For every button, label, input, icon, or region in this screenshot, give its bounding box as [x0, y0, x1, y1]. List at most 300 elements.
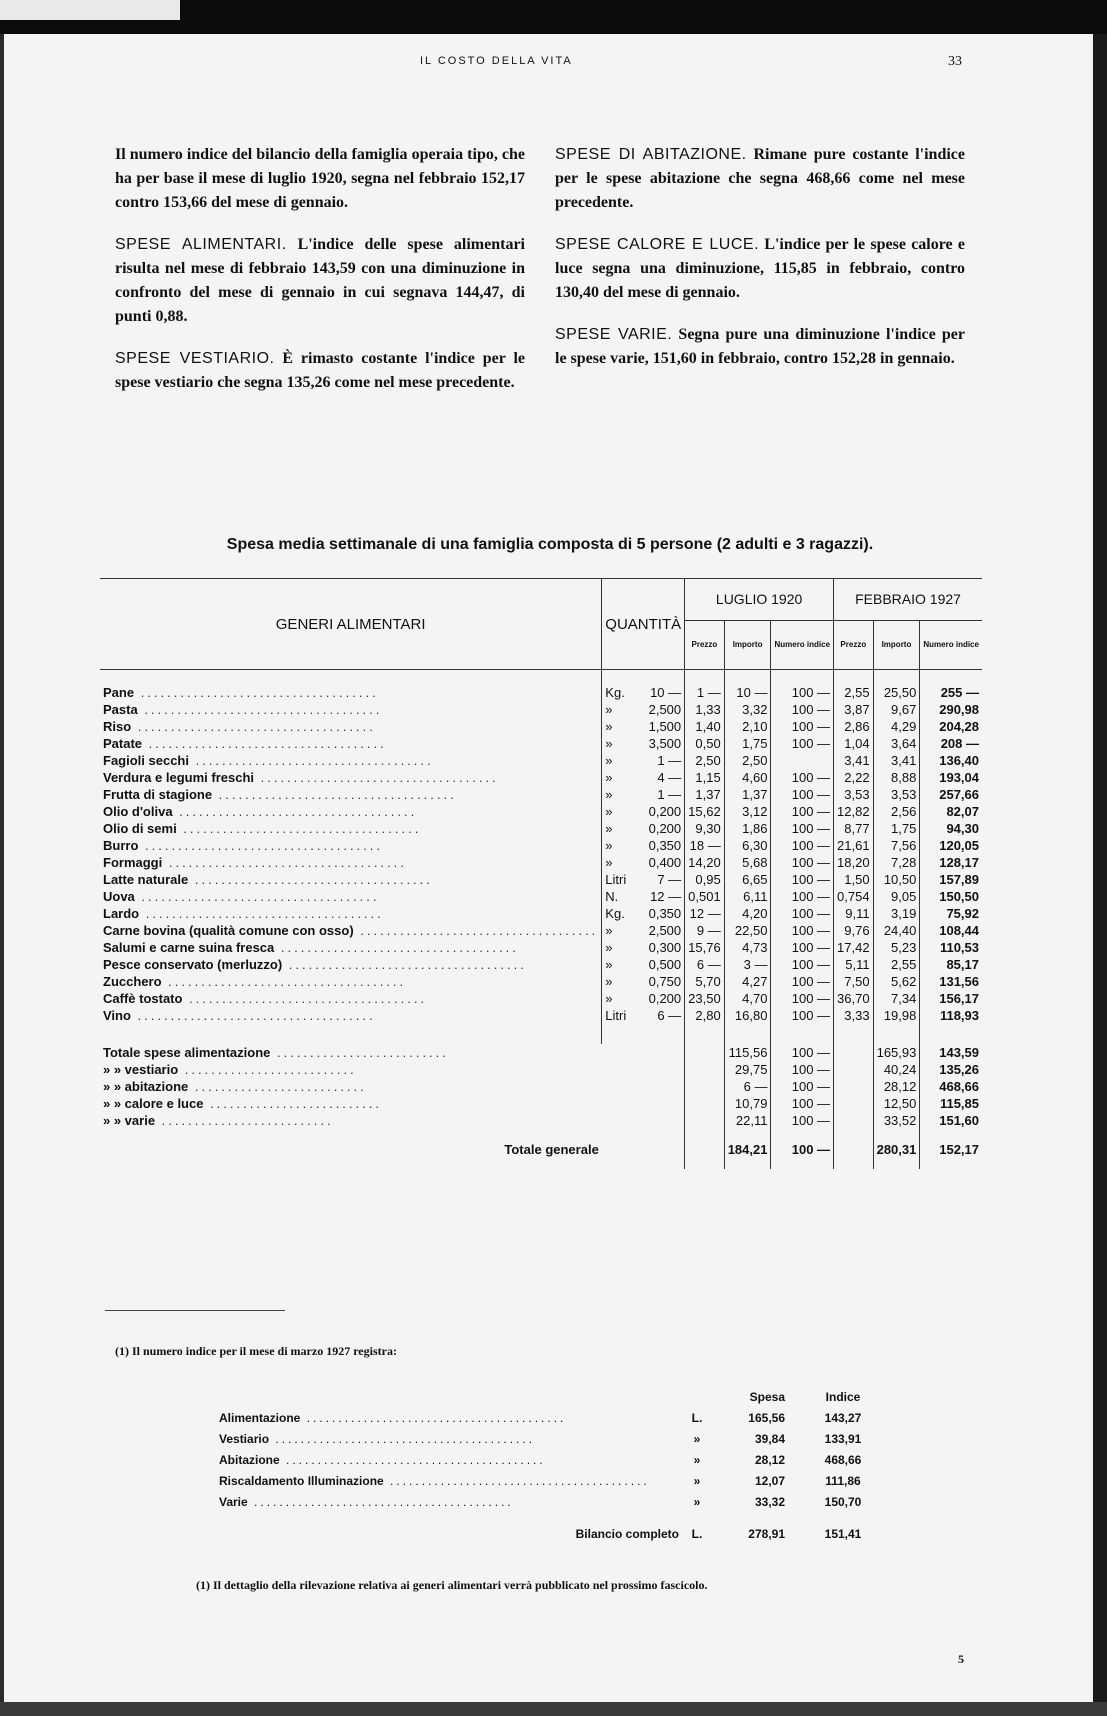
totals-name: Totale spese alimentazione [103, 1045, 271, 1060]
cell-empty [602, 1024, 636, 1044]
item-quantity: 3,500 [648, 736, 682, 751]
cell-empty [834, 1044, 874, 1061]
item-indice-1: 100 — [771, 888, 834, 905]
item-indice-2: 257,66 [920, 786, 982, 803]
item-name: Burro [103, 838, 139, 853]
item-quantity: 1 — [657, 753, 682, 768]
item-indice-1: 100 — [771, 837, 834, 854]
item-indice-1: 100 — [771, 786, 834, 803]
cell-empty [100, 1024, 602, 1044]
item-prezzo-2: 3,87 [834, 701, 874, 718]
intro-text: Il numero indice del bilancio della famiglia operaia tipo, che ha per base il mese di luglio 1920, segna nel febbraio 152,17 contro 153,66 del mese di gennaio. [115, 146, 525, 211]
table-row [100, 871, 982, 888]
table-row [100, 888, 982, 905]
leader-dots: .................................... [254, 770, 499, 785]
footnote-spesa: 165,56 [748, 1411, 785, 1425]
totals-name-cell [100, 1078, 602, 1095]
item-quantity: 2,500 [648, 923, 682, 938]
totals-row [100, 1112, 982, 1129]
leader-dots: .......................... [188, 1079, 367, 1094]
footnote-indice: 468,66 [824, 1453, 862, 1467]
header-period-1: LUGLIO 1920 [685, 579, 834, 621]
leader-dots: .................................... [137, 702, 383, 717]
cell-empty [215, 1387, 683, 1408]
spacer-row [100, 1024, 982, 1044]
item-name-cell [100, 820, 602, 837]
item-importo-1: 22,50 [724, 922, 771, 939]
cell-empty [635, 1078, 684, 1095]
table-row [100, 939, 982, 956]
item-prezzo-1: 1,15 [685, 769, 725, 786]
leader-dots: .................................... [142, 736, 387, 751]
totals-row [100, 1061, 982, 1078]
leader-dots: .......................... [155, 1113, 334, 1128]
totals-name-cell [100, 1044, 602, 1061]
spese-alimentari-paragraph [115, 233, 525, 329]
header-indice-2: Numero indice [920, 621, 982, 670]
item-indice-2: 193,04 [920, 769, 982, 786]
item-importo-2: 2,55 [873, 956, 920, 973]
footnote-row [215, 1471, 897, 1492]
item-prezzo-1: 9,30 [685, 820, 725, 837]
header-importo-1: Importo [724, 621, 771, 670]
intro-paragraph [115, 143, 525, 215]
item-prezzo-2: 9,11 [834, 905, 874, 922]
header-prezzo-2: Prezzo [834, 621, 874, 670]
leader-dots: .................................... [130, 1008, 376, 1023]
totals-importo-2: 165,93 [873, 1044, 920, 1061]
paragraph-text: Segna pure una diminuzione l'indice per le spese varie, 151,60 in febbraio, contro 152,28 in gennaio. [555, 326, 966, 367]
item-importo-2: 4,29 [873, 718, 920, 735]
item-importo-2: 25,50 [873, 670, 920, 702]
item-indice-2: 150,50 [920, 888, 982, 905]
item-prezzo-2: 2,86 [834, 718, 874, 735]
footnote-label-cell [215, 1429, 683, 1450]
cell-empty [635, 1112, 684, 1129]
item-prezzo-1: 0,501 [685, 888, 725, 905]
cell-empty [635, 1024, 684, 1044]
leader-dots: .................................... [188, 753, 434, 768]
item-importo-2: 2,56 [873, 803, 920, 820]
item-unit: » [602, 922, 636, 939]
signature-mark: 5 [958, 1652, 964, 1666]
item-indice-2: 120,05 [920, 837, 982, 854]
item-name-cell [100, 718, 602, 735]
item-name: Pane [103, 685, 135, 700]
item-name: Frutta di stagione [103, 787, 213, 802]
item-importo-2: 19,98 [873, 1007, 920, 1024]
item-indice-1: 100 — [771, 854, 834, 871]
leader-dots: .......................... [270, 1045, 449, 1060]
item-prezzo-2: 2,55 [834, 670, 874, 702]
grand-total-importo-1: 184,21 [724, 1129, 771, 1169]
item-name-cell [100, 1007, 602, 1024]
item-prezzo-2: 17,42 [834, 939, 874, 956]
table-title: Spesa media settimanale di una famiglia composta di 5 persone (2 adulti e 3 ragazzi). [226, 536, 874, 553]
footnote-header-indice: Indice [825, 1390, 861, 1404]
table-row [100, 837, 982, 854]
item-name-cell [100, 837, 602, 854]
item-unit: » [602, 990, 636, 1007]
totals-indice-2: 151,60 [920, 1112, 982, 1129]
table-row [100, 1007, 982, 1024]
scan-top-border [0, 0, 1107, 34]
item-unit: » [602, 701, 636, 718]
item-prezzo-2: 1,04 [834, 735, 874, 752]
item-quantity: 2,500 [648, 702, 682, 717]
item-indice-2: 156,17 [920, 990, 982, 1007]
footnote-total-spesa: 278,91 [748, 1527, 785, 1541]
spese-vestiario-paragraph [115, 347, 525, 395]
leader-dots: .......................... [178, 1062, 357, 1077]
totals-importo-1: 115,56 [724, 1044, 771, 1061]
item-unit: Kg. [602, 905, 636, 922]
cell-empty [635, 1061, 684, 1078]
cell-empty [602, 1095, 636, 1112]
cell-empty [724, 1024, 771, 1044]
cell-empty [602, 1078, 636, 1095]
header-generi: GENERI ALIMENTARI [100, 579, 602, 670]
item-name: Uova [103, 889, 135, 904]
cell-empty [635, 1095, 684, 1112]
item-quantity: 4 — [657, 770, 682, 785]
item-name: Lardo [103, 906, 140, 921]
item-unit: Kg. [602, 670, 636, 702]
item-unit: » [602, 803, 636, 820]
footnote-table-body [215, 1408, 897, 1513]
item-indice-1: 100 — [771, 905, 834, 922]
footnote-row [215, 1450, 897, 1471]
expense-table [100, 578, 982, 1169]
footnote-indice: 111,86 [825, 1474, 861, 1488]
table-row [100, 820, 982, 837]
header-importo-2: Importo [873, 621, 920, 670]
totals-importo-1: 10,79 [724, 1095, 771, 1112]
item-indice-2: 82,07 [920, 803, 982, 820]
leader-dots: .................................... [212, 787, 457, 802]
item-unit: » [602, 735, 636, 752]
item-name-cell [100, 854, 602, 871]
cell-empty [602, 1112, 636, 1129]
cell-empty [635, 1044, 684, 1061]
item-importo-2: 5,62 [873, 973, 920, 990]
item-importo-1: 4,73 [724, 939, 771, 956]
table-row [100, 905, 982, 922]
item-unit: Litri [602, 1007, 636, 1024]
section-label: SPESE ALIMENTARI. [115, 236, 287, 253]
totals-row [100, 1044, 982, 1061]
item-name: Pasta [103, 702, 138, 717]
leader-dots: ......................................... [269, 1432, 536, 1446]
totals-name: » » calore e luce [103, 1096, 204, 1111]
item-name-cell [100, 973, 602, 990]
item-quantity: 0,200 [648, 804, 682, 819]
footnote-indice: 143,27 [824, 1411, 862, 1425]
section-label: SPESE VARIE. [555, 326, 673, 343]
footnote-total-label: Bilancio completo [575, 1527, 679, 1541]
cell-empty [685, 1044, 725, 1061]
item-indice-1: 100 — [771, 871, 834, 888]
item-quantity: 0,200 [648, 821, 682, 836]
totals-row [100, 1078, 982, 1095]
item-unit: » [602, 854, 636, 871]
table-body-totals [100, 1024, 982, 1129]
item-importo-2: 7,34 [873, 990, 920, 1007]
item-unit: » [602, 939, 636, 956]
cell-empty [834, 1129, 874, 1169]
footnote-currency: » [693, 1495, 701, 1509]
item-indice-2: 131,56 [920, 973, 982, 990]
leader-dots: .................................... [161, 974, 407, 989]
totals-indice-1: 100 — [771, 1061, 834, 1078]
item-prezzo-1: 9 — [685, 922, 725, 939]
totals-importo-1: 22,11 [724, 1112, 771, 1129]
item-unit: » [602, 837, 636, 854]
item-unit: » [602, 820, 636, 837]
grand-total-label: Totale generale [504, 1141, 599, 1157]
item-quantity: 0,200 [648, 991, 682, 1006]
item-quantity: 0,300 [648, 940, 682, 955]
table-row [100, 718, 982, 735]
scan-bottom-border [0, 1702, 1107, 1716]
item-indice-2: 75,92 [920, 905, 982, 922]
leader-dots: .................................... [176, 821, 422, 836]
item-prezzo-1: 1,40 [685, 718, 725, 735]
leader-dots: .......................... [203, 1096, 382, 1111]
item-importo-2: 1,75 [873, 820, 920, 837]
cell-empty [685, 1061, 725, 1078]
grand-total-indice-1: 100 — [771, 1129, 834, 1169]
item-prezzo-2: 5,11 [834, 956, 874, 973]
item-importo-1: 1,75 [724, 735, 771, 752]
leader-dots: .................................... [139, 906, 384, 921]
item-name: Zucchero [103, 974, 162, 989]
item-name: Riso [103, 719, 132, 734]
item-prezzo-2: 21,61 [834, 837, 874, 854]
item-indice-2: 290,98 [920, 701, 982, 718]
table-row [100, 786, 982, 803]
table-row [100, 803, 982, 820]
item-prezzo-1: 12 — [685, 905, 725, 922]
footnote-label: Alimentazione [219, 1411, 301, 1425]
item-importo-1: 4,70 [724, 990, 771, 1007]
item-indice-1: 100 — [771, 956, 834, 973]
item-name-cell [100, 939, 602, 956]
footnote-note: (1) Il dettaglio della rilevazione relativa ai generi alimentari verrà pubblicato nel prossimo fascicolo. [196, 1578, 708, 1592]
item-importo-1: 16,80 [724, 1007, 771, 1024]
leader-dots: .................................... [134, 889, 380, 904]
footnote-intro: (1) Il numero indice per il mese di marzo 1927 registra: [115, 1344, 397, 1358]
footnote-row [215, 1408, 897, 1429]
footnote-spesa: 12,07 [754, 1474, 785, 1488]
item-indice-1: 100 — [771, 990, 834, 1007]
item-unit: » [602, 769, 636, 786]
item-importo-1: 5,68 [724, 854, 771, 871]
item-importo-1: 6,65 [724, 871, 771, 888]
leader-dots: .................................... [353, 923, 599, 938]
spese-abitazione-paragraph [555, 143, 965, 215]
item-prezzo-1: 1 — [685, 670, 725, 702]
spese-varie-paragraph [555, 323, 965, 371]
footnote-row [215, 1429, 897, 1450]
totals-indice-1: 100 — [771, 1112, 834, 1129]
item-quantity: 12 — [650, 889, 682, 904]
footnote-label: Vestiario [219, 1432, 270, 1446]
item-name: Vino [103, 1008, 131, 1023]
item-indice-2: 110,53 [920, 939, 982, 956]
leader-dots: .................................... [134, 685, 379, 700]
item-name-cell [100, 905, 602, 922]
item-name-cell [100, 670, 602, 702]
item-name-cell [100, 701, 602, 718]
item-indice-2: 128,17 [920, 854, 982, 871]
header-indice-1: Numero indice [771, 621, 834, 670]
item-importo-2: 7,28 [873, 854, 920, 871]
leader-dots: .................................... [282, 957, 527, 972]
item-name: Olio d'oliva [103, 804, 173, 819]
leader-dots: ......................................... [300, 1411, 567, 1425]
cell-empty [834, 1095, 874, 1112]
leader-dots: .................................... [138, 838, 384, 853]
totals-name-cell [100, 1061, 602, 1078]
cell-empty [834, 1024, 874, 1044]
item-importo-1: 3 — [724, 956, 771, 973]
item-prezzo-2: 0,754 [834, 888, 874, 905]
totals-importo-2: 40,24 [873, 1061, 920, 1078]
item-indice-1: 100 — [771, 939, 834, 956]
cell-empty [685, 1095, 725, 1112]
table-body-grand-total [100, 1129, 982, 1169]
item-prezzo-1: 2,80 [685, 1007, 725, 1024]
item-quantity: 0,350 [648, 906, 682, 921]
item-prezzo-1: 2,50 [685, 752, 725, 769]
footnote-indice: 133,91 [824, 1432, 862, 1446]
totals-importo-2: 28,12 [873, 1078, 920, 1095]
footnote-label-cell [215, 1492, 683, 1513]
totals-indice-1: 100 — [771, 1095, 834, 1112]
item-indice-2: 108,44 [920, 922, 982, 939]
item-indice-1: 100 — [771, 701, 834, 718]
item-indice-1: 100 — [771, 803, 834, 820]
item-name-cell [100, 871, 602, 888]
footnote-label-cell [215, 1408, 683, 1429]
item-name-cell [100, 888, 602, 905]
item-name: Caffè tostato [103, 991, 183, 1006]
leader-dots: .................................... [274, 940, 519, 955]
footnote-total-row [215, 1513, 897, 1545]
totals-name: » » varie [103, 1113, 156, 1128]
item-name-cell [100, 752, 602, 769]
item-prezzo-1: 1,37 [685, 786, 725, 803]
leader-dots: .................................... [131, 719, 376, 734]
header-period-2: FEBBRAIO 1927 [834, 579, 982, 621]
item-prezzo-1: 0,95 [685, 871, 725, 888]
item-unit: » [602, 718, 636, 735]
item-name: Fagioli secchi [103, 753, 189, 768]
item-quantity: 0,400 [648, 855, 682, 870]
cell-empty [685, 1129, 725, 1169]
item-prezzo-2: 12,82 [834, 803, 874, 820]
item-importo-1: 10 — [724, 670, 771, 702]
footnote-label: Riscaldamento Illuminazione [219, 1474, 384, 1488]
cell-empty [834, 1061, 874, 1078]
item-prezzo-1: 0,50 [685, 735, 725, 752]
item-unit: » [602, 956, 636, 973]
item-importo-1: 1,86 [724, 820, 771, 837]
left-column [115, 143, 525, 413]
item-indice-1: 100 — [771, 670, 834, 702]
footnote-indice: 150,70 [824, 1495, 862, 1509]
item-importo-1: 1,37 [724, 786, 771, 803]
totals-name: » » vestiario [103, 1062, 179, 1077]
totals-indice-1: 100 — [771, 1078, 834, 1095]
cell-empty [685, 1024, 725, 1044]
leader-dots: ......................................... [279, 1453, 546, 1467]
item-prezzo-2: 3,53 [834, 786, 874, 803]
item-name-cell [100, 786, 602, 803]
item-importo-1: 2,50 [724, 752, 771, 769]
item-indice-1: 100 — [771, 1007, 834, 1024]
leader-dots: ......................................... [383, 1474, 650, 1488]
item-indice-2: 255 — [920, 670, 982, 702]
footnote-currency: » [693, 1474, 701, 1488]
header-quantita: QUANTITÀ [602, 579, 685, 670]
item-indice-1: 100 — [771, 820, 834, 837]
item-importo-2: 9,05 [873, 888, 920, 905]
totals-indice-2: 135,26 [920, 1061, 982, 1078]
item-importo-1: 3,12 [724, 803, 771, 820]
cell-empty [602, 1061, 636, 1078]
item-indice-1: 100 — [771, 735, 834, 752]
footnote-rule [105, 1310, 285, 1311]
leader-dots: .................................... [188, 872, 433, 887]
item-prezzo-2: 36,70 [834, 990, 874, 1007]
paragraph-text: È rimasto costante l'indice per le spese vestiario che segna 135,26 come nel mese precedente. [115, 350, 525, 391]
item-name-cell [100, 922, 602, 939]
totals-importo-2: 33,52 [873, 1112, 920, 1129]
footnote-row [215, 1492, 897, 1513]
item-prezzo-2: 3,41 [834, 752, 874, 769]
scan-light-patch [0, 0, 180, 20]
item-importo-2: 8,88 [873, 769, 920, 786]
cell-empty [873, 1024, 920, 1044]
item-name-cell [100, 990, 602, 1007]
item-name-cell [100, 735, 602, 752]
item-quantity: 0,350 [648, 838, 682, 853]
section-label: SPESE VESTIARIO. [115, 350, 275, 367]
totals-row [100, 1095, 982, 1112]
item-quantity: 6 — [657, 1008, 682, 1023]
totals-indice-1: 100 — [771, 1044, 834, 1061]
item-prezzo-2: 7,50 [834, 973, 874, 990]
header-prezzo-1: Prezzo [685, 621, 725, 670]
item-unit: N. [602, 888, 636, 905]
item-name: Latte naturale [103, 872, 189, 887]
item-quantity: 10 — [650, 685, 682, 700]
item-name-cell [100, 956, 602, 973]
leader-dots: .................................... [162, 855, 407, 870]
item-prezzo-2: 9,76 [834, 922, 874, 939]
item-importo-1: 4,27 [724, 973, 771, 990]
item-prezzo-1: 23,50 [685, 990, 725, 1007]
item-unit: » [602, 752, 636, 769]
footnote-currency: L. [691, 1411, 703, 1425]
item-prezzo-2: 18,20 [834, 854, 874, 871]
item-name: Salumi e carne suina fresca [103, 940, 275, 955]
cell-empty [834, 1078, 874, 1095]
item-prezzo-1: 6 — [685, 956, 725, 973]
grand-total-importo-2: 280,31 [873, 1129, 920, 1169]
